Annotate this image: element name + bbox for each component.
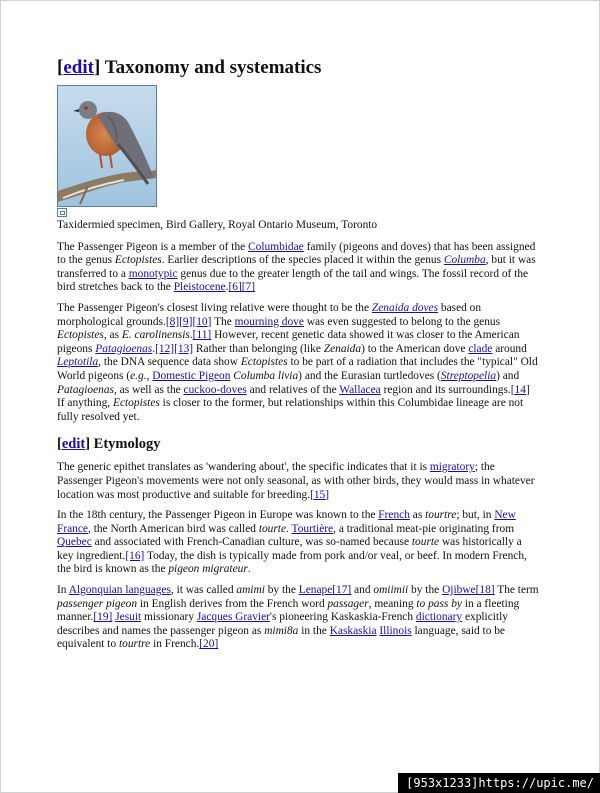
ref-12[interactable]: [12] (155, 342, 175, 355)
link-algonquian[interactable]: Algonquian languages (68, 584, 171, 597)
specimen-image[interactable] (57, 85, 157, 207)
link-new-france[interactable]: New France (57, 509, 516, 535)
subsection-heading: [edit] Etymology (57, 436, 161, 453)
ref-19[interactable]: [19] (93, 611, 113, 624)
article-content (57, 57, 540, 659)
paragraph-2: The Passenger Pigeon's closest living relative were thought to be the Zenaida doves based on morphological grounds.[8][9][10] The mourning dove was even suggested to belong to the genus Ectopistes, as E. carolinensis.[11] However, recent genetic data showed it was closer to the American pigeons Patagioenas.[12][13] Rather than belonging (like Zenaida) to the American dove clade around Leptotila, the DNA sequence data show Ectopistes to be part of a radiation that includes the "typical" Old World pigeons (e.g., Domestic Pigeon Columba livia) and the Eurasian turtledoves (Streptopelia) and Patagioenas, as well as the cuckoo-doves and relatives of the Wallacea region and its surroundings.[14] If anything, Ectopistes is closer to the former, but relationships within this Columbidae lineage are not fully resolved yet. (57, 301, 538, 423)
link-lenape[interactable]: Lenape (298, 584, 333, 597)
link-monotypic[interactable]: monotypic (128, 267, 178, 280)
ref-15[interactable]: [15] (310, 488, 330, 501)
section-title: Taxonomy and systematics (104, 57, 322, 78)
ref-17[interactable]: [17] (332, 584, 352, 597)
link-jacques-gravier[interactable]: Jacques Gravier (196, 611, 270, 624)
section-heading: [edit] Taxonomy and systematics (57, 57, 322, 78)
ref-9[interactable]: [9] (179, 315, 193, 328)
ref-11[interactable]: [11] (192, 329, 212, 342)
link-ojibwe[interactable]: Ojibwe (442, 584, 476, 597)
link-quebec[interactable]: Quebec (57, 536, 92, 549)
ref-13[interactable]: [13] (174, 342, 194, 355)
ref-16[interactable]: [16] (125, 549, 145, 562)
link-migratory[interactable]: migratory (429, 461, 475, 474)
ref-7[interactable]: [7] (241, 281, 256, 294)
link-cuckoo-doves[interactable]: cuckoo-doves (183, 383, 247, 396)
bird-photo (58, 86, 156, 206)
figure-caption: Taxidermied specimen, Bird Gallery, Royal Ontario Museum, Toronto (57, 219, 378, 231)
image-host-badge: [953x1233]https://upic.me/ (398, 773, 600, 793)
edit-link[interactable]: edit (63, 57, 94, 78)
paragraph-1: The Passenger Pigeon is a member of the Columbidae family (pigeons and doves) that has been assigned to the genus Ectopistes. Earlier descriptions of the species placed it within the genus Columba, but it was transferred to a monotypic genus due to the greater length of the tail and wings. The fossil record of the bird stretches back to the Pleistocene.[6][7] (57, 240, 536, 294)
link-clade[interactable]: clade (468, 342, 493, 355)
paragraph-5: In Algonquian languages, it was called amimi by the Lenape[17] and omiimii by the Ojibwe[18] The term passenger pigeon in English derives from the French word passager, meaning to pass by in a fleeting manner.[19] Jesuit missionary Jacques Gravier's pioneering Kaskaskia-French dictionary explicitly describes and names the passenger pigeon as mimi8a in the Kaskaskia Illinois language, said to be equivalent to tourtre in French.[20] (57, 584, 539, 651)
link-french[interactable]: French (378, 509, 410, 522)
edit-link-etymology[interactable]: edit (61, 436, 86, 453)
link-pleistocene[interactable]: Pleistocene (173, 281, 226, 294)
link-patagioenas[interactable]: Patagioenas (95, 342, 153, 355)
link-columbidae[interactable]: Columbidae (248, 240, 304, 253)
magnify-icon[interactable] (57, 208, 67, 217)
ref-14[interactable]: [14] (510, 383, 530, 396)
paragraph-3: The generic epithet translates as 'wandering about', the specific indicates that it is migratory; the Passenger Pigeon's movements were not only seasonal, as with other birds, they would mass in whatever location was most productive and suitable for breeding.[15] (57, 461, 535, 501)
link-wallacea[interactable]: Wallacea (339, 383, 381, 396)
link-dictionary[interactable]: dictionary (415, 611, 463, 624)
ref-20[interactable]: [20] (199, 638, 219, 651)
link-columba[interactable]: Columba (443, 254, 486, 267)
specimen-figure (57, 85, 540, 233)
link-mourning-dove[interactable]: mourning dove (234, 315, 304, 328)
link-leptotila[interactable]: Leptotila (57, 356, 99, 369)
ref-8[interactable]: [8] (165, 315, 180, 328)
paragraph-4: In the 18th century, the Passenger Pigeon in Europe was known to the French as tourtre; but, in New France, the North American bird was called tourte. Tourtière, a traditional meat-pie originating from Quebec and associated with French-Canadian culture, was so-named because tourte was historically a key ingredient.[16] Today, the dish is typically made from pork and/or veal, or beef. In modern French, the bird is known as the pigeon migrateur. (57, 509, 527, 576)
link-illinois[interactable]: Illinois (379, 624, 412, 637)
subsection-title: Etymology (93, 436, 161, 453)
link-jesuit[interactable]: Jesuit (115, 611, 142, 624)
ref-18[interactable]: [18] (475, 584, 495, 597)
link-domestic-pigeon[interactable]: Domestic Pigeon (152, 369, 231, 382)
link-streptopelia[interactable]: Streptopelia (440, 369, 497, 382)
ref-6[interactable]: [6] (228, 281, 242, 294)
link-tourtiere[interactable]: Tourtière (291, 522, 334, 535)
link-zenaida-doves[interactable]: Zenaida doves (371, 301, 439, 314)
link-kaskaskia[interactable]: Kaskaskia (329, 624, 377, 637)
ref-10[interactable]: [10] (192, 315, 212, 328)
